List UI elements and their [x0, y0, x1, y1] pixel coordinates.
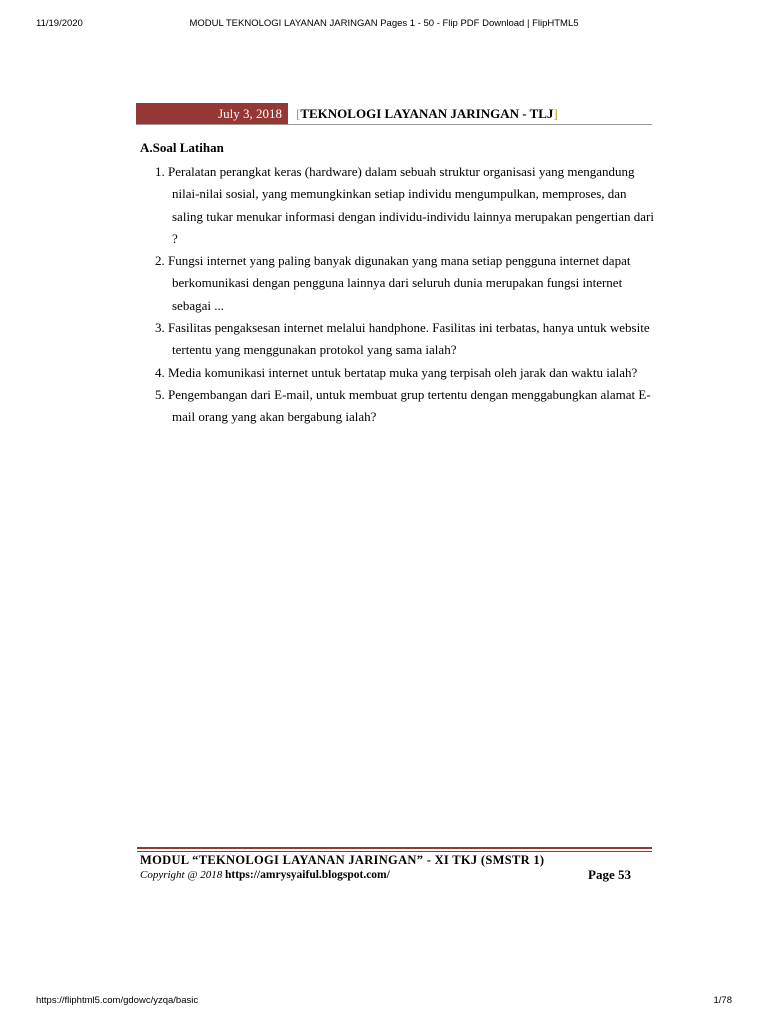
- footer-url[interactable]: https://amrysyaiful.blogspot.com/: [224, 869, 390, 881]
- question-item: 3. Fasilitas pengaksesan internet melalui handphone. Fasilitas ini terbatas, hanya untuk website tertentu yang menggunakan protokol yang sama ialah?: [155, 320, 650, 358]
- question-item: 2. Fungsi internet yang paling banyak digunakan yang mana setiap pengguna internet dapat berkomunikasi dengan pengguna lainnya dari seluruh dunia merupakan fungsi internet sebagai ...: [155, 253, 631, 313]
- header-date: July 3, 2018: [136, 103, 288, 125]
- footer-divider-thick: [137, 847, 652, 849]
- print-date: 11/19/2020: [36, 18, 83, 29]
- question-item: 4. Media komunikasi internet untuk bertatap muka yang terpisah oleh jarak dan waktu ialah?: [155, 364, 638, 380]
- footer-copyright: Copyright @ 2018: [140, 869, 223, 881]
- footer-copyright-line: [140, 869, 390, 881]
- footer-divider-thin: [137, 851, 652, 852]
- bracket-close: ]: [553, 106, 558, 121]
- footer-module-title: MODUL “TEKNOLOGI LAYANAN JARINGAN” - XI TKJ (SMSTR 1): [140, 853, 545, 867]
- document-header: [136, 103, 652, 125]
- page-number: Page 53: [588, 867, 631, 882]
- print-page-count: 1/78: [713, 995, 732, 1006]
- header-title-group: [296, 105, 558, 123]
- header-divider: [136, 124, 652, 125]
- print-title: MODUL TEKNOLOGI LAYANAN JARINGAN Pages 1 - 50 - Flip PDF Download | FlipHTML5: [189, 18, 579, 29]
- question-item: 5. Pengembangan dari E-mail, untuk membuat grup tertentu dengan menggabungkan alamat E-mail orang yang akan bergabung ialah?: [155, 386, 651, 425]
- bracket-open: [: [296, 106, 301, 121]
- section-title: A.Soal Latihan: [140, 140, 224, 155]
- print-url: https://fliphtml5.com/gdowc/yzqa/basic: [36, 995, 199, 1006]
- header-title: TEKNOLOGI LAYANAN JARINGAN - TLJ: [300, 106, 554, 121]
- question-item: 1. Peralatan perangkat keras (hardware) dalam sebuah struktur organisasi yang mengandung nilai-nilai sosial, yang memungkinkan setiap individu mengumpulkan, memproses, dan saling tukar menukar informasi dengan individu-individu lainnya merupakan pengertian dari ?: [155, 164, 654, 246]
- question-list: [155, 161, 655, 429]
